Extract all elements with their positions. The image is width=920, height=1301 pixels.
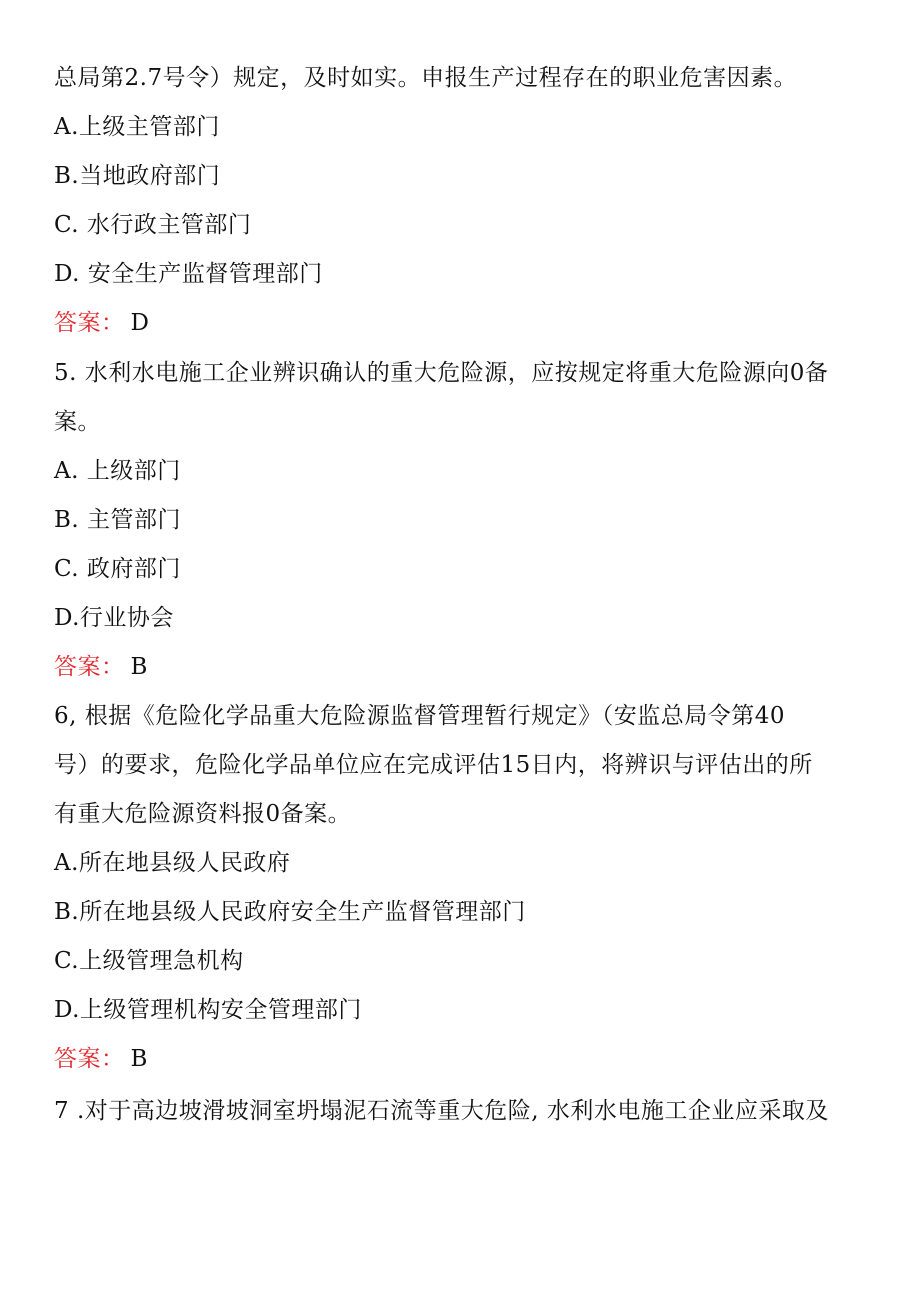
answer-label: 答案： (54, 654, 125, 680)
answer-label: 答案： (54, 1046, 125, 1072)
q6-option-b: B.所在地县级人民政府安全生产监督管理部门 (54, 899, 526, 925)
q6-option-a: A.所在地县级人民政府 (54, 850, 291, 876)
q4-answer (54, 308, 149, 338)
answer-label: 答案： (54, 310, 125, 336)
q5-option-d: D.行业协会 (54, 605, 174, 631)
answer-value: D (130, 310, 150, 336)
q7-text-line1: 7 .对于高边坡滑坡洞室坍塌泥石流等重大危险, 水利水电施工企业应采取及 (54, 1098, 829, 1124)
q5-option-b: B. 主管部门 (54, 507, 182, 533)
q5-text-line2: 案。 (54, 409, 101, 435)
q6-option-d: D.上级管理机构安全管理部门 (54, 997, 362, 1023)
q6-text-line3: 有重大危险源资料报0备案。 (54, 801, 352, 827)
answer-value: B (130, 1046, 148, 1072)
q4-text-continuation: 总局第2.7号令）规定，及时如实。申报生产过程存在的职业危害因素。 (54, 65, 798, 91)
q5-option-c: C. 政府部门 (54, 556, 181, 582)
q6-text-line2: 号）的要求，危险化学品单位应在完成评估15日内，将辨识与评估出的所 (54, 752, 813, 778)
q5-option-a: A. 上级部门 (54, 458, 181, 484)
q6-answer (54, 1044, 148, 1074)
q6-text-line1: 6, 根据《危险化学品重大危险源监督管理暂行规定》（安监总局令第40 (54, 703, 786, 729)
q6-option-c: C.上级管理急机构 (54, 948, 244, 974)
q4-option-c: C. 水行政主管部门 (54, 212, 252, 238)
q5-answer (54, 652, 148, 682)
q4-option-d: D. 安全生产监督管理部门 (54, 261, 323, 287)
q5-text-line1: 5. 水利水电施工企业辨识确认的重大危险源，应按规定将重大危险源向0备 (54, 360, 829, 386)
q4-option-b: B.当地政府部门 (54, 163, 221, 189)
q4-option-a: A.上级主管部门 (54, 114, 220, 140)
answer-value: B (130, 654, 148, 680)
